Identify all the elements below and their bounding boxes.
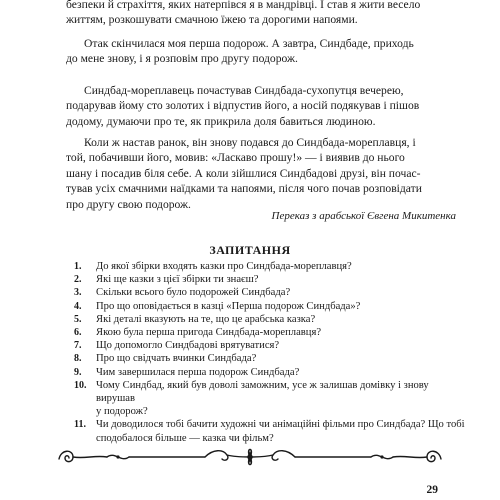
story-paragraph xyxy=(66,135,462,212)
question-text: Чим завершилася перша подорож Синдбада? xyxy=(96,366,300,378)
text-line: життям, розкошувати смачною їжею та дорогими напоями. xyxy=(66,13,358,27)
attribution: Переказ з арабської Євгена Микитенка xyxy=(271,210,456,222)
question-item xyxy=(74,300,468,313)
text-line: додому, думаючи про те, як прикрила доля бавиться людиною. xyxy=(66,114,376,128)
question-number: 11. xyxy=(74,419,86,431)
question-item xyxy=(74,379,468,419)
question-number: 10. xyxy=(74,379,87,391)
questions-list xyxy=(74,260,468,445)
question-number: 3. xyxy=(74,287,82,299)
question-number: 7. xyxy=(74,340,82,352)
question-number: 9. xyxy=(74,366,82,378)
question-text: Чому Синдбад, який був доволі заможним, усе ж залишав домівку і знову вирушав xyxy=(96,379,429,405)
question-item xyxy=(74,313,468,326)
story-paragraph xyxy=(66,36,462,67)
question-item xyxy=(74,273,468,286)
story-paragraph xyxy=(66,83,462,129)
questions-heading: ЗАПИТАННЯ xyxy=(209,243,291,257)
question-number: 2. xyxy=(74,274,82,286)
decorative-divider-ornament xyxy=(55,445,445,469)
question-item xyxy=(74,352,468,365)
question-item xyxy=(74,339,468,352)
question-text: Що допомогло Синдбадові врятуватися? xyxy=(96,340,280,352)
question-item xyxy=(74,366,468,379)
text-line: подарував йому сто золотих і відпустив його, а носій подякував і пішов xyxy=(66,99,420,113)
question-text: Скільки всього було подорожей Синдбада? xyxy=(96,287,291,299)
question-text: Чи доводилося тобі бачити художні чи анімаційні фільми про Синдбада? Що тобі xyxy=(96,419,465,431)
text-line: той, побачивши його, мовив: «Ласкаво прошу!» — і виявив до нього xyxy=(66,151,405,165)
question-number: 5. xyxy=(74,313,82,325)
question-number: 1. xyxy=(74,261,82,272)
question-number: 8. xyxy=(74,353,82,365)
question-text: Які деталі вказують на те, що це арабська казка? xyxy=(96,313,316,325)
text-line: до мене знову, і я розповім про другу подорож. xyxy=(66,52,298,66)
question-text: До якої збірки входять казки про Синдбада-мореплавця? xyxy=(96,261,352,272)
question-text: Якою була перша пригода Синдбада-мореплавця? xyxy=(96,327,322,339)
question-item xyxy=(74,326,468,339)
text-line: безпеки й страхіття, яких натерпівся я в мандрівці. І став я жити весело xyxy=(66,0,421,11)
question-text: у подорож? xyxy=(96,406,148,418)
text-line: тував усіх смачними наїдками та напоями, після чого почав розповідати xyxy=(66,182,422,196)
text-line: шану і посадив біля себе. А коли зійшлися Синдбадові друзі, він почас- xyxy=(66,166,421,180)
question-item xyxy=(74,286,468,299)
question-text: Про що оповідається в казці «Перша подорож Синдбада»? xyxy=(96,300,361,312)
page-number: 29 xyxy=(426,484,438,496)
story-paragraph xyxy=(66,0,462,28)
text-line: Синдбад-мореплавець почастував Синдбада-сухопутця вечерею, xyxy=(84,84,404,97)
text-line: Коли ж настав ранок, він знову подався до Синдбада-мореплавця, і xyxy=(84,136,416,149)
question-text: Які ще казки з цієї збірки ти знаєш? xyxy=(96,274,259,286)
text-line: про другу свою подорож. xyxy=(66,197,191,211)
question-number: 4. xyxy=(74,300,82,312)
text-line: Отак скінчилася моя перша подорож. А завтра, Синдбаде, приходь xyxy=(84,37,414,50)
question-item xyxy=(74,418,468,444)
question-text: сподобалося більше — казка чи фільм? xyxy=(96,432,274,444)
question-number: 6. xyxy=(74,327,82,339)
question-text: Про що свідчать вчинки Синдбада? xyxy=(96,353,257,365)
question-item xyxy=(74,260,468,273)
